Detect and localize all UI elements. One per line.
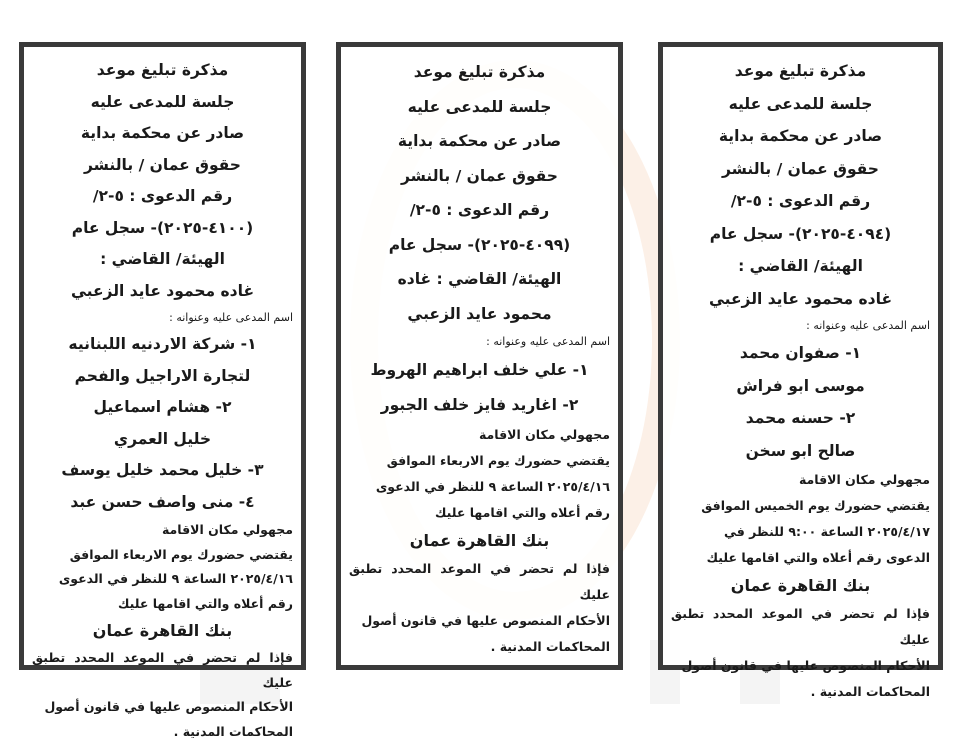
- case-number: (٤٠٩٤-٢٠٢٥)- سجل عام: [671, 218, 930, 251]
- notice-subtitle: جلسة للمدعى عليه: [349, 90, 610, 125]
- notice-subtitle: جلسة للمدعى عليه: [671, 88, 930, 121]
- residence-status: مجهولي مكان الاقامة: [32, 518, 293, 543]
- case-number: (٤١٠٠-٢٠٢٥)- سجل عام: [32, 213, 293, 245]
- defendant-line: خليل العمري: [32, 424, 293, 456]
- closing-line: الأحكام المنصوص عليها في قانون أصول: [32, 695, 293, 720]
- defendant-line: ٤- منى واصف حسن عبد: [32, 487, 293, 519]
- plaintiff-name: بنك القاهرة عمان: [671, 571, 930, 601]
- plaintiff-name: بنك القاهرة عمان: [349, 526, 610, 556]
- closing-line: المحاكمات المدنية .: [671, 679, 930, 705]
- closing-line: فإذا لم تحضر في الموعد المحدد تطبق عليك: [349, 556, 610, 608]
- closing-line: الأحكام المنصوص عليها في قانون أصول: [349, 608, 610, 634]
- residence-status: مجهولي مكان الاقامة: [349, 422, 610, 448]
- closing-line: الأحكام المنصوص عليها في قانون أصول: [671, 653, 930, 679]
- court-line: صادر عن محكمة بداية: [32, 118, 293, 150]
- notice-case-4100: [19, 42, 306, 670]
- residence-status: مجهولي مكان الاقامة: [671, 467, 930, 493]
- body-line: يقتضي حضورك يوم الاربعاء الموافق: [349, 448, 610, 474]
- judge-name: غاده محمود عايد الزعبي: [32, 276, 293, 308]
- notice-title: مذكرة تبليغ موعد: [32, 55, 293, 87]
- judge-label: الهيئة/ القاضي : غاده: [349, 262, 610, 297]
- defendant-label: اسم المدعى عليه وعنوانه :: [671, 315, 930, 337]
- defendant-label: اسم المدعى عليه وعنوانه :: [349, 331, 610, 353]
- notice-case-4099: [336, 42, 623, 670]
- judge-name: غاده محمود عايد الزعبي: [671, 283, 930, 316]
- defendant-line: ١- صفوان محمد: [671, 337, 930, 370]
- defendant-line: ١- علي خلف ابراهيم الهروط: [349, 353, 610, 388]
- defendant-line: ٢- اغاريد فايز خلف الجبور: [349, 388, 610, 423]
- notice-case-4094: [658, 42, 943, 670]
- notice-subtitle: جلسة للمدعى عليه: [32, 87, 293, 119]
- body-line: رقم أعلاه والتي اقامها عليك: [32, 592, 293, 617]
- defendant-line: صالح ابو سخن: [671, 435, 930, 468]
- closing-line: فإذا لم تحضر في الموعد المحدد تطبق عليك: [671, 601, 930, 653]
- plaintiff-name: بنك القاهرة عمان: [32, 616, 293, 646]
- defendant-line: ٣- خليل محمد خليل يوسف: [32, 455, 293, 487]
- case-number-label: رقم الدعوى : ٥-٢/: [671, 185, 930, 218]
- defendant-line: ٢- هشام اسماعيل: [32, 392, 293, 424]
- court-line: حقوق عمان / بالنشر: [32, 150, 293, 182]
- defendant-line: ١- شركة الاردنيه اللبنانيه: [32, 329, 293, 361]
- court-line: حقوق عمان / بالنشر: [349, 159, 610, 194]
- closing-line: فإذا لم تحضر في الموعد المحدد تطبق عليك: [32, 646, 293, 695]
- judge-name: محمود عايد الزعبي: [349, 297, 610, 332]
- body-line: ٢٠٢٥/٤/١٦ الساعة ٩ للنظر في الدعوى: [349, 474, 610, 500]
- body-line: يقتضي حضورك يوم الاربعاء الموافق: [32, 543, 293, 568]
- case-number: (٤٠٩٩-٢٠٢٥)- سجل عام: [349, 228, 610, 263]
- defendant-line: ٢- حسنه محمد: [671, 402, 930, 435]
- judge-label: الهيئة/ القاضي :: [671, 250, 930, 283]
- body-line: ٢٠٢٥/٤/١٧ الساعة ٩:٠٠ للنظر في: [671, 519, 930, 545]
- notice-title: مذكرة تبليغ موعد: [349, 55, 610, 90]
- court-line: حقوق عمان / بالنشر: [671, 153, 930, 186]
- body-line: الدعوى رقم أعلاه والتي اقامها عليك: [671, 545, 930, 571]
- court-line: صادر عن محكمة بداية: [349, 124, 610, 159]
- defendant-line: لتجارة الاراجيل والفحم: [32, 361, 293, 393]
- body-line: رقم أعلاه والتي اقامها عليك: [349, 500, 610, 526]
- closing-line: المحاكمات المدنية .: [32, 720, 293, 744]
- body-line: يقتضي حضورك يوم الخميس الموافق: [671, 493, 930, 519]
- judge-label: الهيئة/ القاضي :: [32, 244, 293, 276]
- case-number-label: رقم الدعوى : ٥-٢/: [349, 193, 610, 228]
- notice-title: مذكرة تبليغ موعد: [671, 55, 930, 88]
- case-number-label: رقم الدعوى : ٥-٢/: [32, 181, 293, 213]
- court-line: صادر عن محكمة بداية: [671, 120, 930, 153]
- body-line: ٢٠٢٥/٤/١٦ الساعة ٩ للنظر في الدعوى: [32, 567, 293, 592]
- defendant-label: اسم المدعى عليه وعنوانه :: [32, 307, 293, 329]
- closing-line: المحاكمات المدنية .: [349, 634, 610, 660]
- defendant-line: موسى ابو فراش: [671, 370, 930, 403]
